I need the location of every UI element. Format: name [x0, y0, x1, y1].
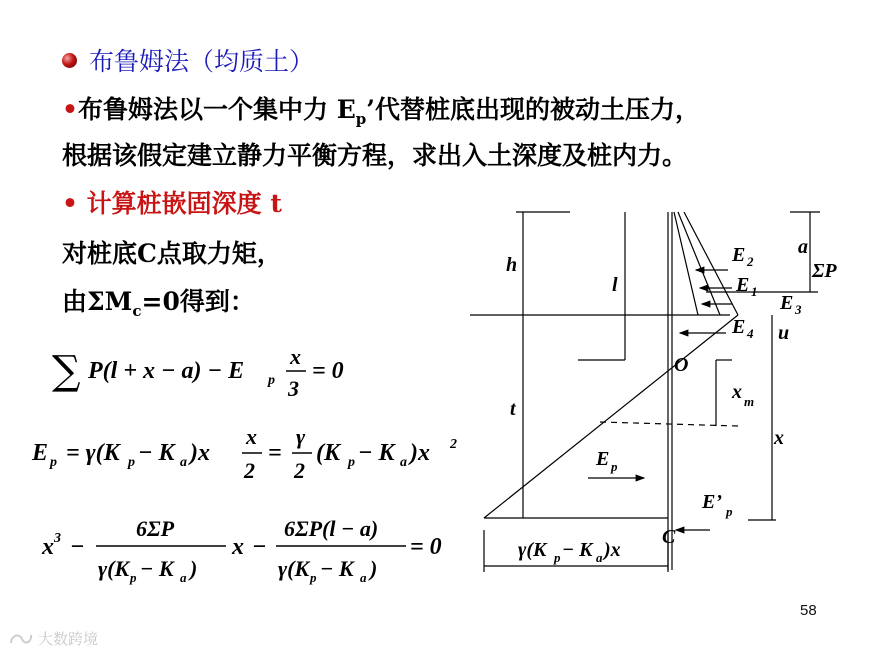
paragraph-line-2: 根据该假定建立静力平衡方程，求出入土深度及桩内力。 — [62, 141, 688, 170]
eq2-frac2-num: γ — [296, 424, 306, 449]
eq3-f2-den-sub2: a — [360, 570, 367, 585]
moment-line: 对桩底C点取力矩， — [62, 239, 282, 268]
active-line-3 — [684, 212, 738, 315]
label-xm-sub: m — [744, 394, 755, 409]
sum-moment-line — [62, 284, 255, 323]
eq2-lhs-sub: p — [50, 455, 57, 470]
equation-3 — [40, 508, 460, 592]
eq2-tail1: (K — [316, 440, 340, 466]
label-h: h — [506, 254, 518, 276]
watermark — [8, 628, 98, 649]
eq3-f1-num: 6ΣP — [136, 516, 175, 541]
eq2-mid3: )x — [190, 440, 210, 466]
label-xm: x — [732, 381, 742, 403]
label-t: t — [510, 398, 516, 420]
eq2-tail2: − K — [358, 440, 395, 466]
eq3-f1-den-end: ) — [190, 556, 198, 581]
eq3-f1-den-sub1: p — [130, 570, 137, 585]
eq2-tail-sub1: p — [348, 455, 355, 470]
eq2-lhs: E — [32, 440, 49, 466]
base-label-s1: p — [554, 550, 561, 565]
label-e2: E — [732, 244, 746, 266]
eq3-f2-den-end: ) — [370, 556, 378, 581]
label-e1: E — [736, 274, 750, 296]
pile-diagram — [470, 200, 860, 590]
label-a: a — [798, 236, 808, 258]
bullet-dot: • — [62, 95, 78, 124]
label-o: O — [674, 354, 689, 376]
eq3-minus2: − — [252, 534, 267, 560]
eq3-f2-num: 6ΣP(l − a) — [284, 516, 379, 541]
paragraph-line-1 — [62, 92, 700, 131]
label-x: x — [774, 427, 784, 449]
eq2-sup: 2 — [450, 437, 457, 452]
label-e3-sub: 3 — [795, 302, 802, 317]
sum-line-sub: c — [132, 302, 142, 320]
eq2-sub1: p — [128, 455, 135, 470]
eq1-frac-num: x — [290, 344, 301, 369]
label-e3: E — [780, 292, 794, 314]
eq2-frac1-den: 2 — [244, 458, 255, 483]
eq3-f1-den-sub2: a — [180, 570, 187, 585]
eq3-f1-den-mid: − K — [140, 556, 174, 581]
equation-2 — [30, 418, 470, 488]
eq3-f2-den-a: γ(K — [278, 556, 310, 581]
eq2-frac1-num: x — [246, 424, 257, 449]
watermark-logo-icon — [8, 631, 34, 647]
heading-text: 布鲁姆法（均质土） — [89, 47, 315, 76]
label-ep: E — [596, 448, 610, 470]
eq1-frac-den: 3 — [288, 376, 299, 401]
eq3-minus1: − — [70, 534, 85, 560]
label-ep-prime-sub: p — [726, 504, 733, 519]
label-ep-prime: E’ — [702, 491, 722, 513]
label-e1-sub: 1 — [751, 284, 758, 299]
eq3-lead-sup: 3 — [54, 531, 61, 546]
eq2-frac2-den: 2 — [294, 458, 305, 483]
eq2-mid1: = γ(K — [66, 440, 120, 466]
eq3-lead: x — [42, 534, 54, 560]
eq3-f2-den-mid: − K — [320, 556, 354, 581]
calc-title: • 计算桩嵌固深度 t — [62, 189, 282, 218]
equation-1 — [50, 340, 370, 410]
para-line1-a: 布鲁姆法以一个集中力 E — [77, 95, 356, 124]
passive-diagonal — [484, 315, 738, 518]
eq1-rhs: = 0 — [312, 358, 344, 384]
red-ball-bullet-icon — [62, 53, 77, 68]
para-line1-b: ’代替桩底出现的被动土压力， — [366, 95, 700, 124]
base-label-s2: a — [596, 550, 603, 565]
sum-line-a: 由ΣM — [62, 287, 133, 316]
sum-line-b: =0得到： — [141, 287, 255, 316]
eq2-tail-sub2: a — [400, 455, 407, 470]
eq2-tail3: )x — [410, 440, 430, 466]
eq3-f2-den-sub1: p — [310, 570, 317, 585]
eq1-lhs: P(l + x − a) − E — [88, 358, 245, 384]
label-e2-sub: 2 — [747, 254, 754, 269]
slide-heading — [62, 42, 314, 78]
active-line-1 — [674, 212, 698, 315]
eq3-f1-den-a: γ(K — [98, 556, 130, 581]
eq1-sub: p — [268, 373, 275, 388]
eq3-x: x — [232, 534, 244, 560]
label-sum-p: ΣP — [812, 260, 837, 282]
dashed-max-moment-line — [600, 422, 738, 426]
sigma-symbol: ∑ — [52, 348, 81, 394]
base-label-b: − K — [562, 539, 593, 561]
label-u: u — [778, 322, 790, 344]
page-number: 58 — [800, 602, 817, 619]
active-line-2 — [678, 212, 720, 315]
label-l: l — [612, 274, 618, 296]
eq3-rhs: = 0 — [410, 534, 442, 560]
base-label-a: γ(K — [518, 539, 547, 561]
label-e4: E — [732, 316, 746, 338]
base-label-c: )x — [604, 539, 621, 561]
eq2-sub2: a — [180, 455, 187, 470]
label-ep-sub: p — [611, 459, 618, 474]
eq2-mid2: − K — [138, 440, 175, 466]
watermark-text: 大数跨境 — [38, 630, 99, 648]
para-line1-sub: p — [355, 110, 367, 128]
label-e4-sub: 4 — [747, 326, 754, 341]
label-c: C — [662, 526, 676, 548]
eq2-eq: = — [268, 440, 282, 466]
